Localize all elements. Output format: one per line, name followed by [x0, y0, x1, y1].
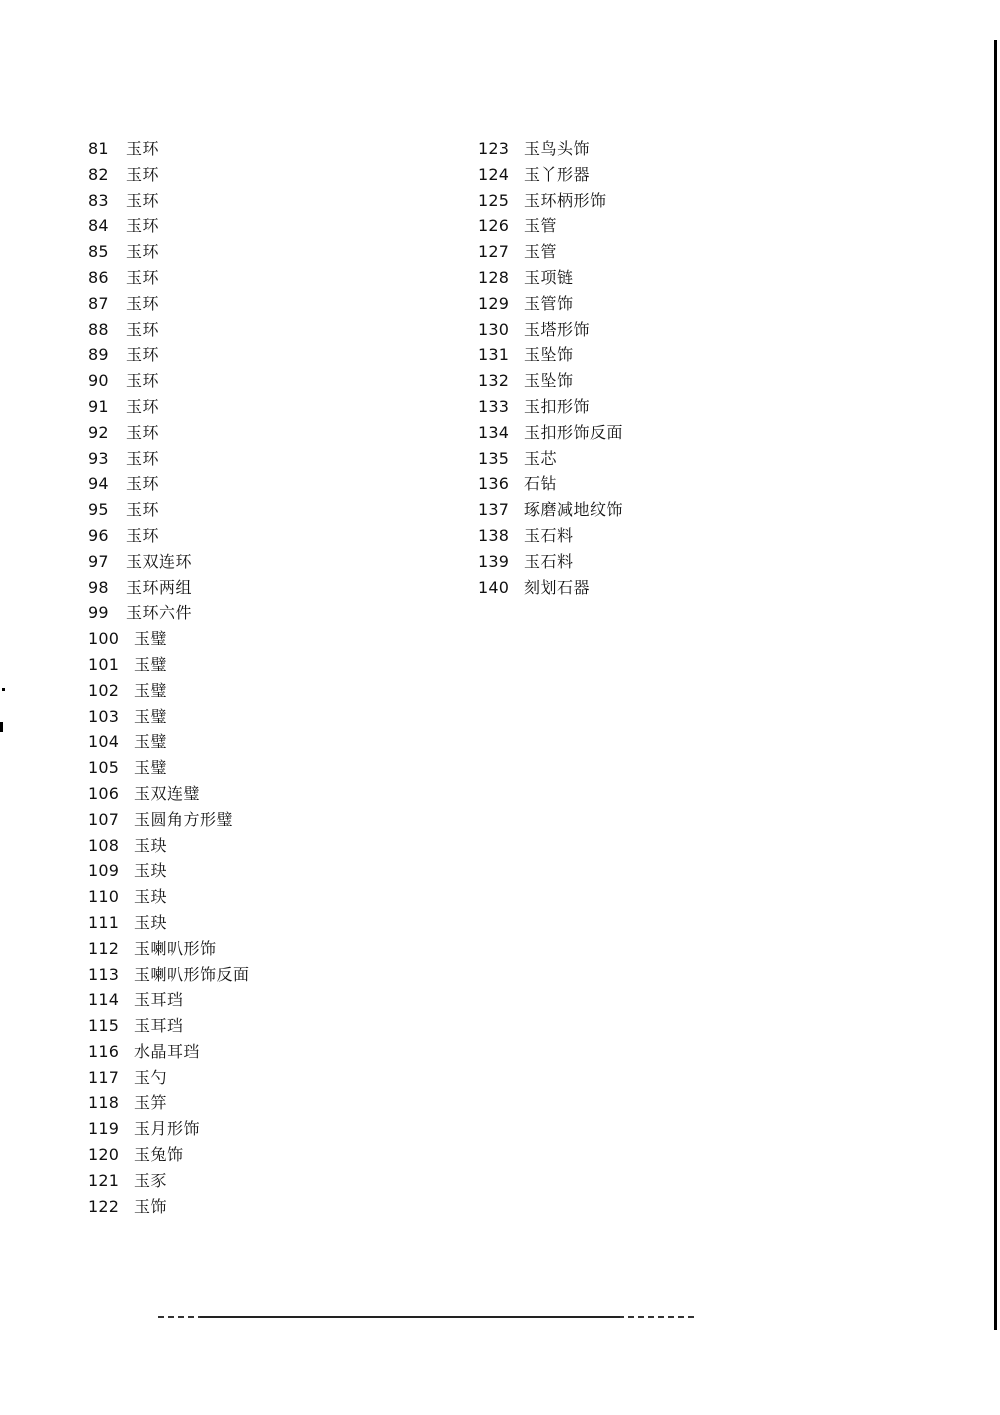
figure-number: 90 — [88, 371, 109, 391]
figure-list-item — [478, 136, 623, 162]
figure-list-item — [88, 523, 250, 549]
figure-list-item — [88, 368, 250, 394]
figure-number: 137 — [478, 500, 510, 520]
figure-number: 128 — [478, 267, 510, 287]
figure-number: 85 — [88, 242, 109, 262]
figure-list-item — [88, 626, 250, 652]
figure-number: 95 — [88, 500, 109, 520]
figure-list-item — [478, 523, 623, 549]
figure-caption: 玉豕 — [134, 1170, 168, 1190]
figure-list-left-column — [88, 136, 250, 1219]
figure-number: 107 — [88, 809, 120, 829]
figure-list-item — [478, 291, 623, 317]
figure-number: 105 — [88, 758, 120, 778]
figure-caption: 玉管饰 — [524, 293, 574, 313]
figure-list-item — [88, 239, 250, 265]
figure-caption: 玉石料 — [524, 551, 574, 571]
figure-list-item — [88, 910, 250, 936]
figure-list-item — [88, 678, 250, 704]
figure-list-item — [478, 497, 623, 523]
figure-caption: 玉璧 — [134, 706, 168, 726]
figure-caption: 玉玦 — [134, 912, 168, 932]
figure-list-item — [88, 1090, 250, 1116]
figure-caption: 玉环 — [126, 448, 160, 468]
figure-number: 96 — [88, 525, 109, 545]
figure-number: 131 — [478, 345, 510, 365]
figure-list-item — [88, 162, 250, 188]
figure-list-item — [478, 188, 623, 214]
figure-number: 138 — [478, 525, 510, 545]
figure-caption: 玉圆角方形璧 — [134, 809, 234, 829]
figure-caption: 玉环两组 — [126, 577, 193, 597]
figure-number: 133 — [478, 396, 510, 416]
figure-caption: 玉璧 — [134, 732, 168, 752]
figure-caption: 玉环 — [126, 500, 160, 520]
figure-number: 109 — [88, 861, 120, 881]
figure-number: 120 — [88, 1145, 120, 1165]
figure-number: 126 — [478, 216, 510, 236]
figure-caption: 玉喇叭形饰反面 — [134, 964, 250, 984]
figure-number: 119 — [88, 1119, 120, 1139]
figure-list-item — [478, 471, 623, 497]
figure-list-item — [88, 446, 250, 472]
figure-caption: 刻划石器 — [524, 577, 591, 597]
figure-caption: 玉环 — [126, 242, 160, 262]
figure-number: 104 — [88, 732, 120, 752]
figure-caption: 玉丫形器 — [524, 164, 591, 184]
figure-number: 134 — [478, 422, 510, 442]
figure-caption: 玉坠饰 — [524, 345, 574, 365]
figure-list-item — [88, 394, 250, 420]
figure-number: 99 — [88, 603, 109, 623]
figure-list-item — [88, 1168, 250, 1194]
scan-speck — [0, 722, 3, 732]
figure-caption: 玉鸟头饰 — [524, 139, 591, 158]
figure-number: 88 — [88, 319, 109, 339]
figure-number: 118 — [88, 1093, 120, 1113]
figure-caption: 玉项链 — [524, 267, 574, 287]
figure-list-item — [478, 342, 623, 368]
figure-list-item — [88, 858, 250, 884]
figure-list-item — [478, 575, 623, 601]
figure-caption: 琢磨减地纹饰 — [524, 500, 624, 520]
figure-caption: 玉璧 — [134, 758, 168, 778]
figure-number: 139 — [478, 551, 510, 571]
figure-list-right-column — [478, 136, 623, 600]
figure-number: 114 — [88, 990, 120, 1010]
figure-caption: 玉玦 — [134, 887, 168, 907]
figure-caption: 玉环 — [126, 474, 160, 494]
figure-list-item — [478, 239, 623, 265]
figure-caption: 玉环六件 — [126, 603, 193, 623]
figure-caption: 玉管 — [524, 216, 558, 236]
figure-caption: 玉芯 — [524, 448, 558, 468]
figure-list-item — [88, 1116, 250, 1142]
figure-number: 124 — [478, 164, 510, 184]
figure-number: 125 — [478, 190, 510, 210]
figure-caption: 玉玦 — [134, 861, 168, 881]
figure-number: 92 — [88, 422, 109, 442]
figure-caption: 玉环 — [126, 525, 160, 545]
figure-list-item — [88, 342, 250, 368]
figure-caption: 玉扣形饰 — [524, 396, 591, 416]
figure-list-item — [478, 265, 623, 291]
figure-list-item — [88, 265, 250, 291]
figure-caption: 玉环柄形饰 — [524, 190, 607, 210]
figure-caption: 玉璧 — [134, 680, 168, 700]
figure-caption: 玉笄 — [134, 1093, 168, 1113]
figure-caption: 玉环 — [126, 319, 160, 339]
figure-caption: 玉环 — [126, 345, 160, 365]
figure-list-item — [478, 549, 623, 575]
figure-caption: 玉扣形饰反面 — [524, 422, 624, 442]
figure-caption: 玉耳珰 — [134, 1016, 184, 1036]
figure-caption: 玉勺 — [134, 1067, 168, 1087]
figure-number: 123 — [478, 139, 510, 158]
figure-caption: 玉双连璧 — [134, 783, 201, 803]
figure-number: 112 — [88, 938, 120, 958]
figure-caption: 玉坠饰 — [524, 371, 574, 391]
figure-number: 86 — [88, 267, 109, 287]
figure-list-item — [478, 446, 623, 472]
figure-list-item — [88, 807, 250, 833]
figure-number: 130 — [478, 319, 510, 339]
figure-number: 140 — [478, 577, 510, 597]
figure-list-item — [478, 420, 623, 446]
figure-caption: 水晶耳珰 — [134, 1041, 201, 1061]
figure-number: 102 — [88, 680, 120, 700]
figure-number: 100 — [88, 629, 120, 649]
figure-list-item — [88, 652, 250, 678]
figure-number: 117 — [88, 1067, 120, 1087]
figure-number: 106 — [88, 783, 120, 803]
figure-list-item — [88, 962, 250, 988]
figure-caption: 玉月形饰 — [134, 1119, 201, 1139]
figure-list-item — [88, 1065, 250, 1091]
figure-list-item — [88, 833, 250, 859]
figure-number: 87 — [88, 293, 109, 313]
figure-list-item — [478, 213, 623, 239]
figure-list-item — [88, 781, 250, 807]
figure-list-item — [478, 368, 623, 394]
figure-list-item — [88, 317, 250, 343]
figure-number: 93 — [88, 448, 109, 468]
figure-caption: 玉玦 — [134, 835, 168, 855]
figure-caption: 玉石料 — [524, 525, 574, 545]
figure-caption: 玉管 — [524, 242, 558, 262]
figure-number: 121 — [88, 1170, 120, 1190]
scan-speck — [2, 688, 5, 691]
figure-number: 98 — [88, 577, 109, 597]
figure-list-item — [88, 600, 250, 626]
figure-caption: 玉饰 — [134, 1196, 168, 1216]
figure-list-item — [88, 549, 250, 575]
figure-number: 116 — [88, 1041, 120, 1061]
figure-number: 115 — [88, 1016, 120, 1036]
figure-list-item — [88, 420, 250, 446]
figure-number: 89 — [88, 345, 109, 365]
figure-caption: 玉喇叭形饰 — [134, 938, 217, 958]
figure-list-item — [88, 575, 250, 601]
figure-caption: 石钻 — [524, 474, 558, 494]
figure-caption: 玉环 — [126, 164, 160, 184]
figure-number: 129 — [478, 293, 510, 313]
figure-caption: 玉环 — [126, 216, 160, 236]
figure-list-item — [88, 755, 250, 781]
figure-list-item — [88, 987, 250, 1013]
figure-caption: 玉环 — [126, 396, 160, 416]
figure-list-item — [88, 1194, 250, 1220]
figure-list-item — [88, 188, 250, 214]
figure-list-item — [88, 1013, 250, 1039]
figure-list-item — [88, 936, 250, 962]
figure-list-item — [478, 394, 623, 420]
figure-caption: 玉环 — [126, 422, 160, 442]
figure-list-item — [88, 704, 250, 730]
figure-list-item — [88, 136, 250, 162]
figure-caption: 玉环 — [126, 190, 160, 210]
figure-list-item — [88, 1039, 250, 1065]
figure-list-item — [88, 291, 250, 317]
figure-number: 94 — [88, 474, 109, 494]
figure-caption: 玉双连环 — [126, 551, 193, 571]
figure-number: 83 — [88, 190, 109, 210]
figure-number: 132 — [478, 371, 510, 391]
figure-caption: 玉璧 — [134, 629, 168, 649]
figure-number: 127 — [478, 242, 510, 262]
figure-list-item — [478, 317, 623, 343]
figure-number: 122 — [88, 1196, 120, 1216]
figure-caption: 玉璧 — [134, 654, 168, 674]
figure-list-item — [88, 497, 250, 523]
figure-number: 84 — [88, 216, 109, 236]
footer-rule-solid — [200, 1316, 620, 1318]
figure-caption: 玉耳珰 — [134, 990, 184, 1010]
figure-caption: 玉环 — [126, 267, 160, 287]
figure-number: 101 — [88, 654, 120, 674]
figure-number: 91 — [88, 396, 109, 416]
figure-caption: 玉环 — [126, 371, 160, 391]
figure-caption: 玉塔形饰 — [524, 319, 591, 339]
figure-list-item — [88, 884, 250, 910]
figure-caption: 玉兔饰 — [134, 1145, 184, 1165]
figure-list-item — [88, 729, 250, 755]
figure-number: 108 — [88, 835, 120, 855]
figure-caption: 玉环 — [126, 293, 160, 313]
figure-list-item — [88, 471, 250, 497]
figure-list-item — [478, 162, 623, 188]
figure-number: 110 — [88, 887, 120, 907]
figure-number: 97 — [88, 551, 109, 571]
figure-number: 113 — [88, 964, 120, 984]
figure-list-item — [88, 1142, 250, 1168]
figure-number: 135 — [478, 448, 510, 468]
figure-list-item — [88, 213, 250, 239]
scan-edge-rule — [994, 40, 997, 1330]
figure-number: 81 — [88, 139, 109, 158]
figure-number: 136 — [478, 474, 510, 494]
figure-caption: 玉环 — [126, 139, 160, 158]
figure-number: 82 — [88, 164, 109, 184]
figure-number: 111 — [88, 912, 120, 932]
figure-number: 103 — [88, 706, 120, 726]
